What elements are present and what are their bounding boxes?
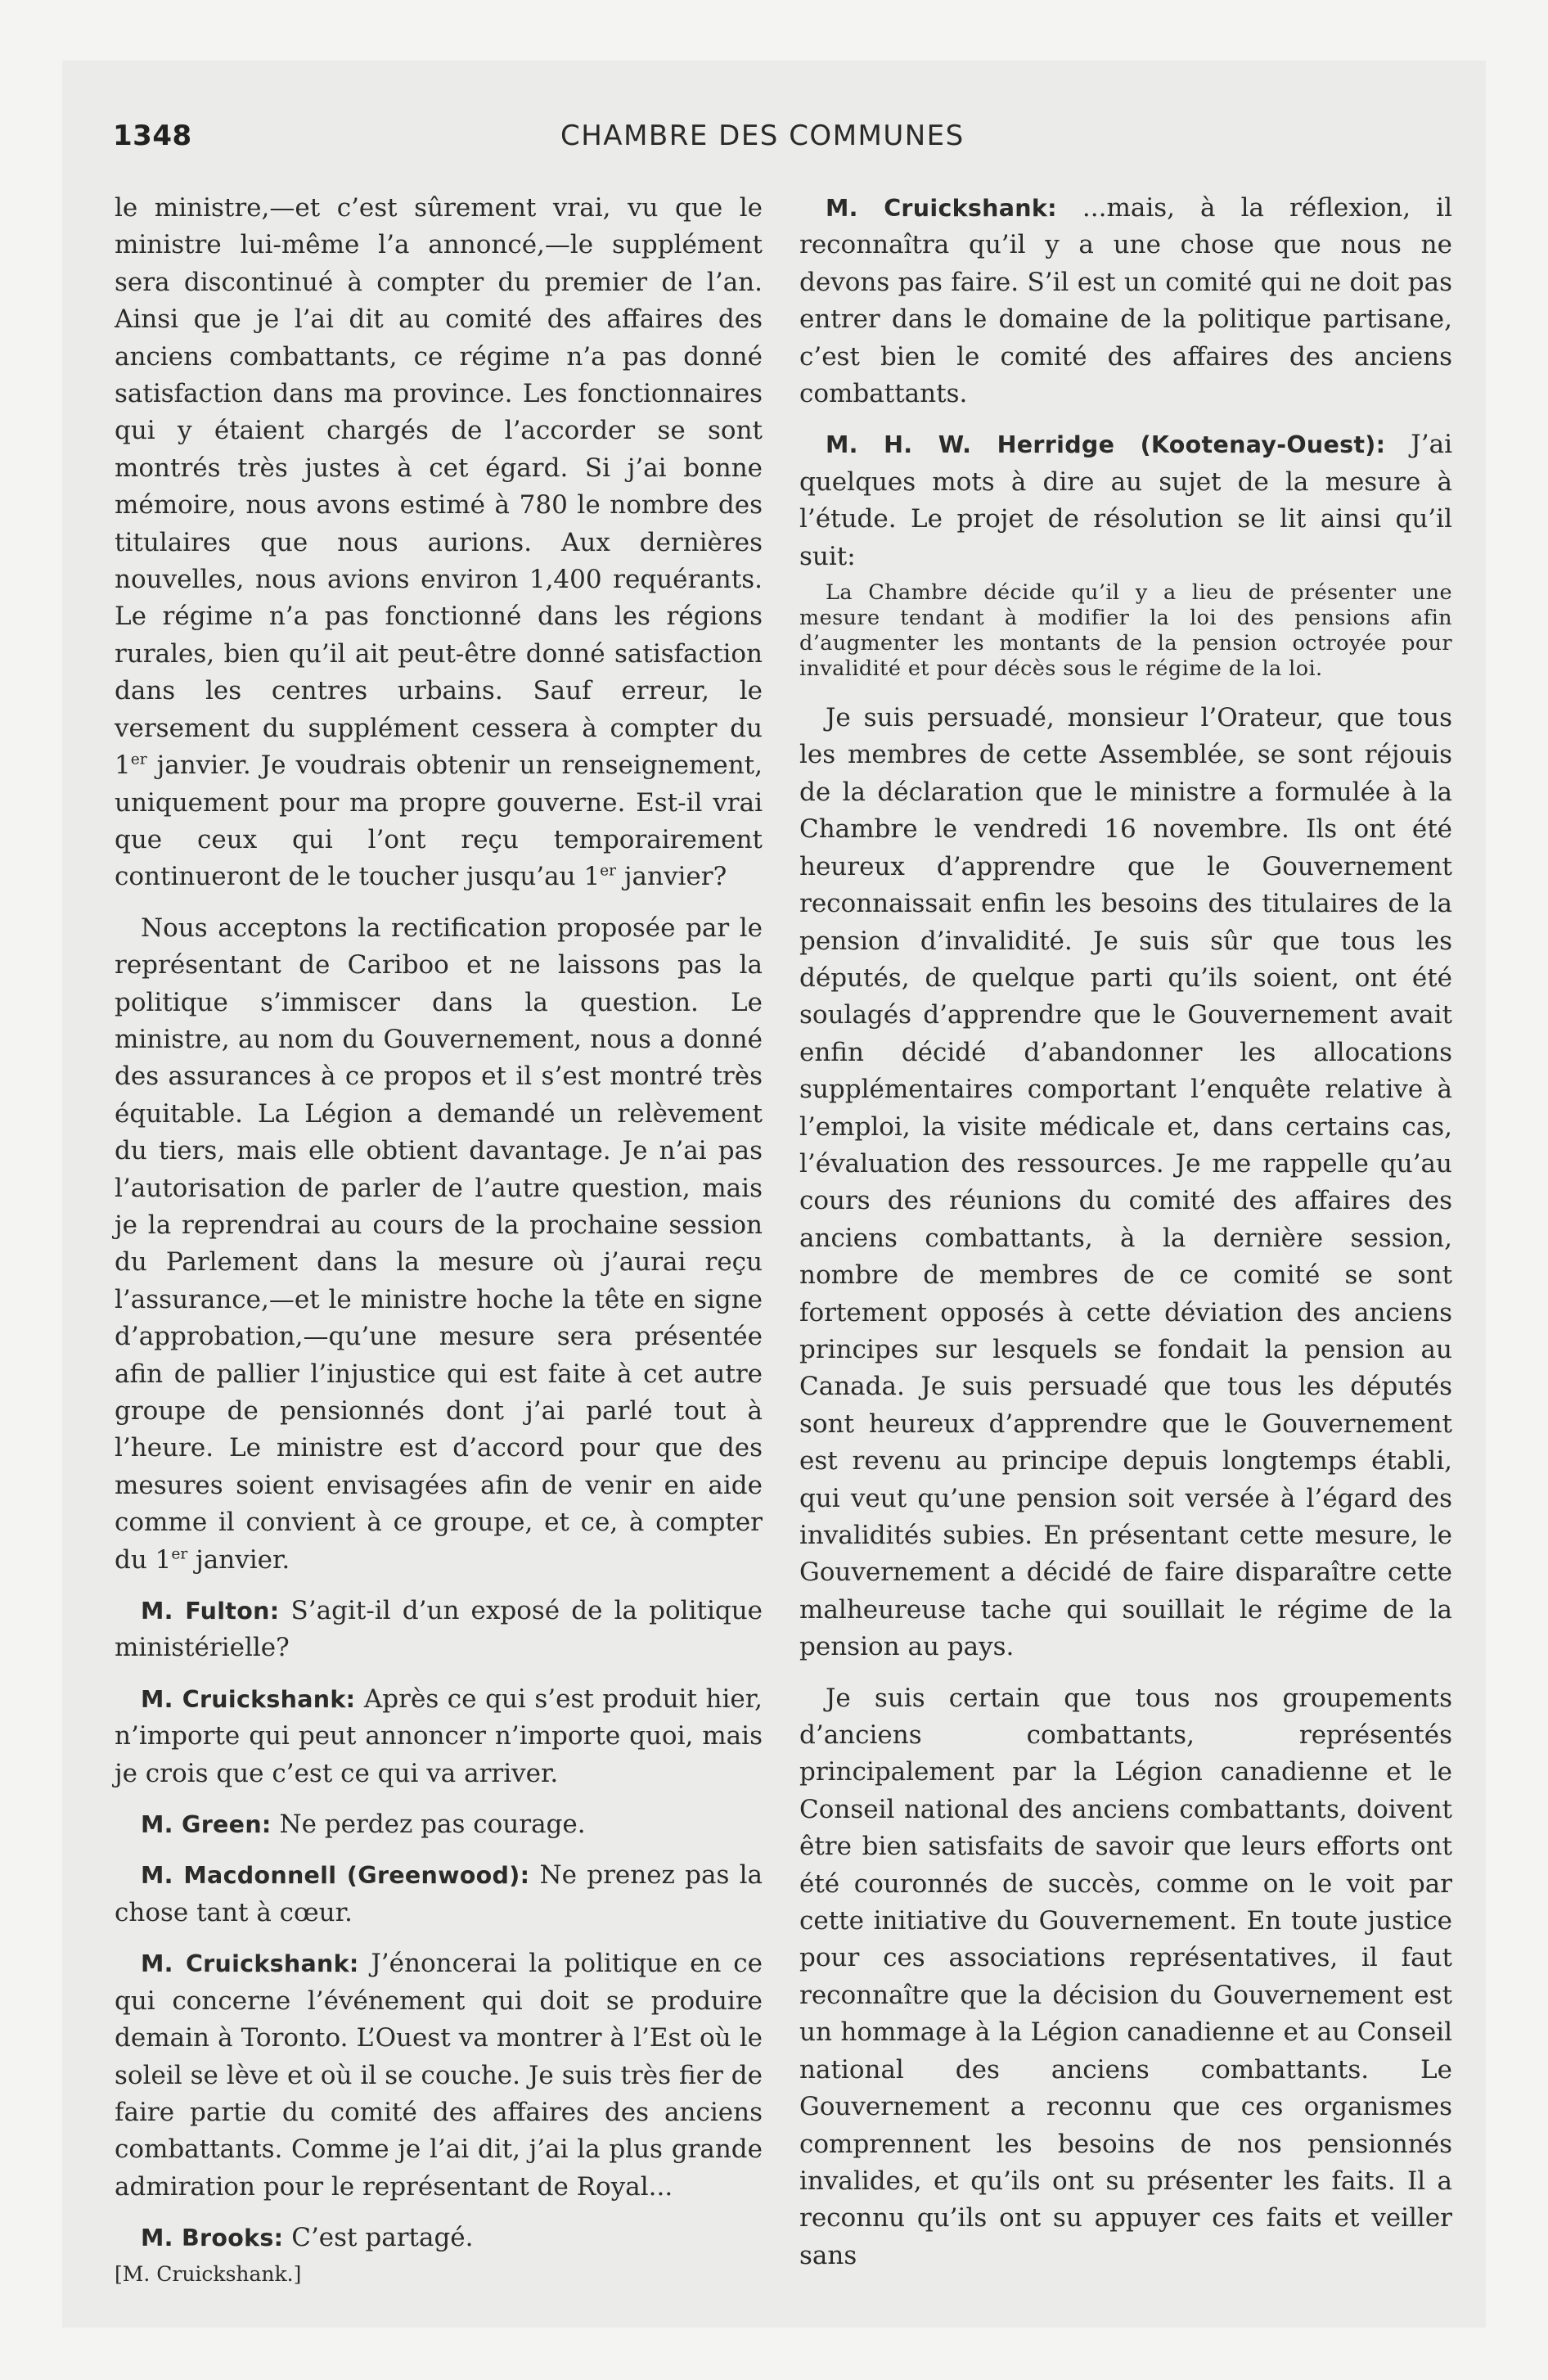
speech-fulton: [115, 1593, 763, 1667]
speech-herridge: [799, 426, 1452, 575]
page-number: 1348: [113, 119, 192, 152]
speaker-name: M. Cruickshank:: [826, 195, 1057, 222]
speech-text: C’est partagé.: [283, 2223, 474, 2253]
ordinal-superscript: er: [171, 1545, 188, 1563]
resolution-quote: La Chambre décide qu’il y a lieu de présenter une mesure tendant à modifier la loi des pensions afin d’augmenter les montants de la pension octroyée pour invalidité et pour décès sous le régime de la loi.: [799, 580, 1452, 682]
speaker-name: M. Cruickshank:: [141, 1685, 356, 1713]
speech-cruickshank: [799, 190, 1452, 412]
speaker-name: M. Brooks:: [141, 2224, 284, 2252]
paragraph-text: janvier. Je voudrais obtenir un renseignement, uniquement pour ma propre gouverne. Est-il vrai que ceux qui l’ont reçu temporairement continueront de le toucher jusqu’au 1: [115, 751, 763, 892]
speech-text: ...mais, à la réflexion, il reconnaîtra qu’il y a une chose que nous ne devons pas faire. S’il est un comité qui ne doit pas entrer dans le domaine de la politique partisane, c’est bien le comité des affaires des anciens combattants.: [799, 193, 1452, 409]
speech-cruickshank: [115, 1681, 763, 1792]
speech-text: Ne prenez pas la chose tant à cœur.: [115, 1860, 763, 1927]
paragraph-text: janvier?: [616, 862, 727, 892]
speech-text: J’ai quelques mots à dire au sujet de la mesure à l’étude. Le projet de résolution se lit ainsi qu’il suit:: [799, 430, 1452, 571]
left-column: [115, 190, 763, 2287]
speech-brooks: [115, 2220, 763, 2256]
speaker-name: M. H. W. Herridge (Kootenay-Ouest):: [826, 431, 1386, 459]
paragraph-text: janvier.: [187, 1544, 290, 1575]
speaker-name: M. Fulton:: [141, 1598, 280, 1625]
ordinal-superscript: er: [130, 751, 147, 769]
speech-text: Après ce qui s’est produit hier, n’importe qui peut annoncer n’importe quoi, mais je crois que c’est ce qui va arriver.: [115, 1684, 763, 1788]
speaker-name: M. Cruickshank:: [141, 1950, 359, 1978]
speech-green: [115, 1806, 763, 1843]
paragraph: Je suis persuadé, monsieur l’Orateur, que tous les membres de cette Assemblée, se sont réjouis de la déclaration que le ministre a formulée à la Chambre le vendredi 16 novembre. Ils ont été heureux d’apprendre que le Gouvernement reconnaissait enfin les besoins des titulaires de la pension d’invalidité. Je suis sûr que tous les députés, de quelque parti qu’ils soient, ont été soulagés d’apprendre que le Gouvernement avait enfin décidé d’abandonner les allocations supplémentaires comportant l’enquête relative à l’emploi, la visite médicale et, dans certains cas, l’évaluation des ressources. Je me rappelle qu’au cours des réunions du comité des affaires des anciens combattants, à la dernière session, nombre de membres de ce comité se sont fortement opposés à cette déviation des anciens principes sur lesquels se fondait la pension au Canada. Je suis persuadé que tous les députés sont heureux d’apprendre que le Gouvernement est revenu au principe depuis longtemps établi, qui veut qu’une pension soit versée à l’égard des invalidités subies. En présentant cette mesure, le Gouvernement a décidé de faire disparaître cette malheureuse tache qui souillait le régime de la pension au pays.: [799, 703, 1452, 1662]
speech-cruickshank: [115, 1945, 763, 2206]
speaker-name: M. Macdonnell (Greenwood):: [141, 1862, 530, 1890]
running-head: CHAMBRE DES COMMUNES: [560, 119, 965, 152]
speech-text: S’agit-il d’un exposé de la politique ministérielle?: [115, 1596, 763, 1663]
speech-text: J’énoncerai la politique en ce qui concerne l’événement qui doit se produire demain à Toronto. L’Ouest va montrer à l’Est où le soleil se lève et où il se couche. Je suis très fier de faire partie du comité des affaires des anciens combattants. Comme je l’ai dit, j’ai la plus grande admiration pour le représentant de Royal...: [115, 1949, 763, 2202]
paragraph: [115, 910, 763, 1579]
footer-speaker-note: [M. Cruickshank.]: [115, 2261, 302, 2286]
paragraph: [115, 190, 763, 896]
paragraph: Je suis certain que tous nos groupements d’anciens combattants, représentés principalement par la Légion canadienne et le Conseil national des anciens combattants, doivent être bien satisfaits de savoir que leurs efforts ont été couronnés de succès, comme on le voit par cette initiative du Gouvernement. En toute justice pour ces associations représentatives, il faut reconnaître que la décision du Gouvernement est un hommage à la Légion canadienne et au Conseil national des anciens combattants. Le Gouvernement a reconnu que ces organismes comprennent les besoins de nos pensionnés invalides, et qu’ils ont su présenter les faits. Il a reconnu qu’ils ont su appuyer ces faits et veiller sans: [799, 1683, 1452, 2270]
speech-text: Ne perdez pas courage.: [271, 1810, 586, 1840]
paragraph-text: le ministre,—et c’est sûrement vrai, vu que le ministre lui-même l’a annoncé,—le supplément sera discontinué à compter du premier de l’an. Ainsi que je l’ai dit au comité des affaires des anciens combattants, ce régime n’a pas donné satisfaction dans ma province. Les fonctionnaires qui y étaient chargés de l’accorder se sont montrés très justes à cet égard. Si j’ai bonne mémoire, nous avons estimé à 780 le nombre des titulaires que nous aurions. Aux dernières nouvelles, nous avions environ 1,400 requérants. Le régime n’a pas fonctionné dans les régions rurales, bien qu’il ait peut-être donné satisfaction dans les centres urbains. Sauf erreur, le versement du supplément cessera à compter du 1: [115, 193, 763, 781]
right-column: [799, 190, 1452, 2288]
speaker-name: M. Green:: [141, 1811, 272, 1839]
ordinal-superscript: er: [600, 862, 617, 880]
paragraph-text: Nous acceptons la rectification proposée par le représentant de Cariboo et ne laissons pas la politique s’immiscer dans la question. Le ministre, au nom du Gouvernement, nous a donné des assurances à ce propos et il s’est montré très équitable. La Légion a demandé un relèvement du tiers, mais elle obtient davantage. Je n’ai pas l’autorisation de parler de l’autre question, mais je la reprendrai au cours de la prochaine session du Parlement dans la mesure où j’aurai reçu l’assurance,—et le ministre hoche la tête en signe d’approbation,—qu’une mesure sera présentée afin de pallier l’injustice qui est faite à cet autre groupe de pensionnés dont j’ai parlé tout à l’heure. Le ministre est d’accord pour que des mesures soient envisagées afin de venir en aide comme il convient à ce groupe, et ce, à compter du 1: [115, 913, 763, 1575]
speech-macdonnell: [115, 1857, 763, 1931]
